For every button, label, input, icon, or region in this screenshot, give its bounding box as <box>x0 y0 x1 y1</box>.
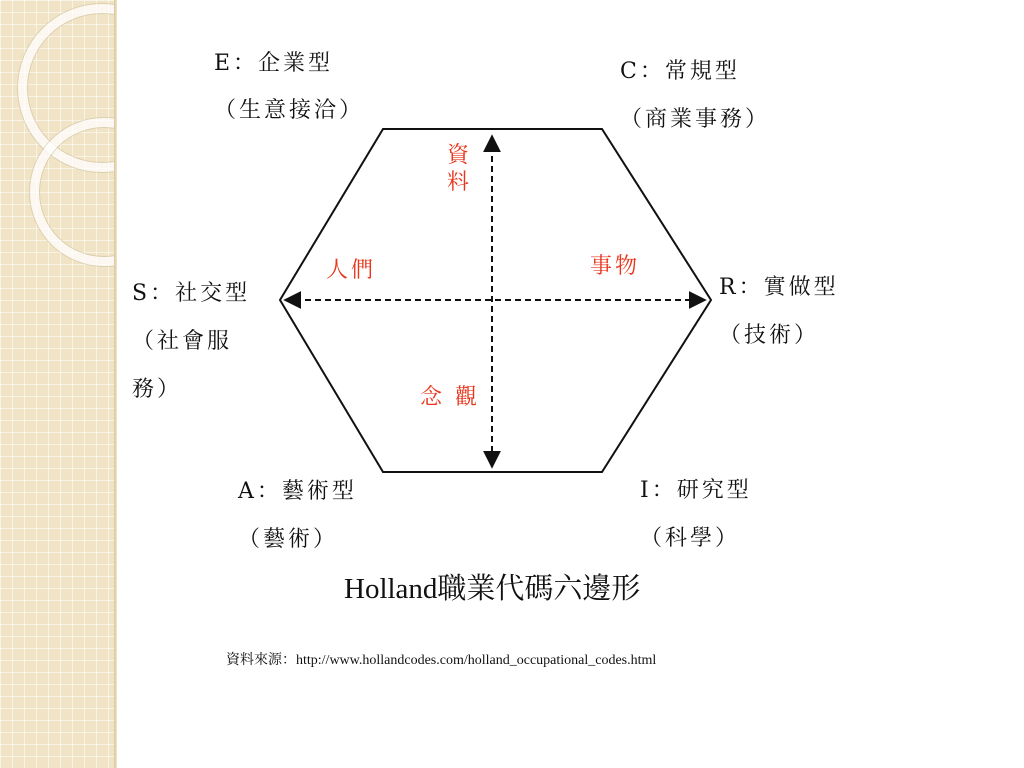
investigative-desc-label: （科學） <box>640 526 741 551</box>
investigative-type-label: I：研究型 <box>640 478 752 503</box>
realistic-type-label: R：實做型 <box>719 275 839 300</box>
axis-label-people: 人們 <box>326 258 377 283</box>
conventional-type-label: C：常規型 <box>620 59 740 84</box>
conventional-desc-label: （商業事務） <box>620 107 771 132</box>
social-desc-label-cont: 務） <box>132 377 183 402</box>
artistic-desc-label: （藝術） <box>238 527 339 552</box>
enterprising-type-label: E：企業型 <box>214 51 334 76</box>
axis-label-ideas: 念 觀 <box>420 385 480 410</box>
source-citation: 資料來源：http://www.hollandcodes.com/holland_occupational_codes.html <box>226 653 657 668</box>
enterprising-desc-label: （生意接洽） <box>214 98 365 123</box>
social-desc-label: （社會服 <box>132 329 233 354</box>
axis-label-things: 事物 <box>590 254 641 279</box>
social-type-label: S：社交型 <box>132 281 251 306</box>
axis-label-data-2: 料 <box>447 170 473 195</box>
artistic-type-label: A：藝術型 <box>238 479 357 504</box>
realistic-desc-label: （技術） <box>719 323 820 348</box>
diagram-caption: Holland職業代碼六邊形 <box>344 573 641 605</box>
axis-label-data-1: 資 <box>447 143 473 168</box>
